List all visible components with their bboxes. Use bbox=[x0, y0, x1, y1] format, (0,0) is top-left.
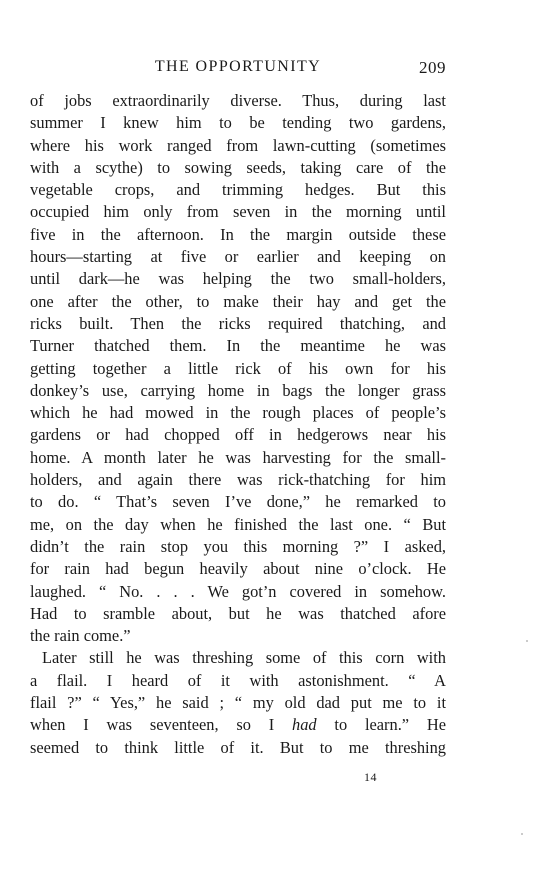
text-line: Had to sramble about, but he was thatched afore bbox=[30, 603, 446, 623]
text-line: Turner thatched them. In the meantime he was bbox=[30, 336, 446, 356]
text-line: gardens or had chopped off in hedgerows near his bbox=[30, 425, 446, 445]
text-line: hours—starting at five or earlier and keeping on bbox=[30, 247, 446, 267]
text-line: flail ?” “ Yes,” he said ; “ my old dad put me to it bbox=[30, 693, 446, 713]
page-number: 209 bbox=[419, 58, 446, 77]
text-line: ricks built. Then the ricks required thatching, and bbox=[30, 313, 446, 333]
text-line: five in the afternoon. In the margin outside these bbox=[30, 224, 446, 244]
paper-speck bbox=[521, 833, 523, 835]
text-line: home. A month later he was harvesting for the small- bbox=[30, 447, 446, 467]
text-line: where his work ranged from lawn-cutting (sometimes bbox=[30, 135, 446, 155]
text-line: laughed. “ No. . . . We got’n covered in somehow. bbox=[30, 581, 446, 601]
text-line: which he had mowed in the rough places of people’s bbox=[30, 403, 446, 423]
signature-mark: 14 bbox=[364, 770, 377, 784]
body-text bbox=[30, 90, 446, 759]
text-line: a flail. I heard of it with astonishment. “ A bbox=[30, 670, 446, 690]
text-line: one after the other, to make their hay and get the bbox=[30, 291, 446, 311]
running-head bbox=[30, 58, 446, 82]
text-line: the rain come.” bbox=[30, 626, 131, 646]
text-line: me, on the day when he finished the last one. “ But bbox=[30, 514, 446, 534]
text-line: when I was seventeen, so I had to learn.” He bbox=[30, 715, 446, 735]
running-title: THE OPPORTUNITY bbox=[154, 58, 322, 75]
text-line: summer I knew him to be tending two gardens, bbox=[30, 113, 446, 133]
text-line: with a scythe) to sowing seeds, taking care of the bbox=[30, 157, 446, 177]
text-line: getting together a little rick of his own for his bbox=[30, 358, 446, 378]
text-line: donkey’s use, carrying home in bags the longer grass bbox=[30, 380, 446, 400]
text-line: didn’t the rain stop you this morning ?” I asked, bbox=[30, 536, 446, 556]
paper-speck bbox=[526, 640, 528, 642]
text-line: occupied him only from seven in the morning until bbox=[30, 202, 446, 222]
text-line: holders, and again there was rick-thatching for him bbox=[30, 470, 446, 490]
text-line: for rain had begun heavily about nine o’clock. He bbox=[30, 559, 446, 579]
emphasis-word: had bbox=[292, 715, 317, 735]
text-line: seemed to think little of it. But to me threshing bbox=[30, 737, 446, 757]
text-line: until dark—he was helping the two small-holders, bbox=[30, 269, 446, 289]
text-line: Later still he was threshing some of this corn with bbox=[42, 648, 446, 668]
text-line: to do. “ That’s seven I’ve done,” he remarked to bbox=[30, 492, 446, 512]
text-line: of jobs extraordinarily diverse. Thus, during last bbox=[30, 91, 446, 110]
text-line: vegetable crops, and trimming hedges. But this bbox=[30, 180, 446, 200]
